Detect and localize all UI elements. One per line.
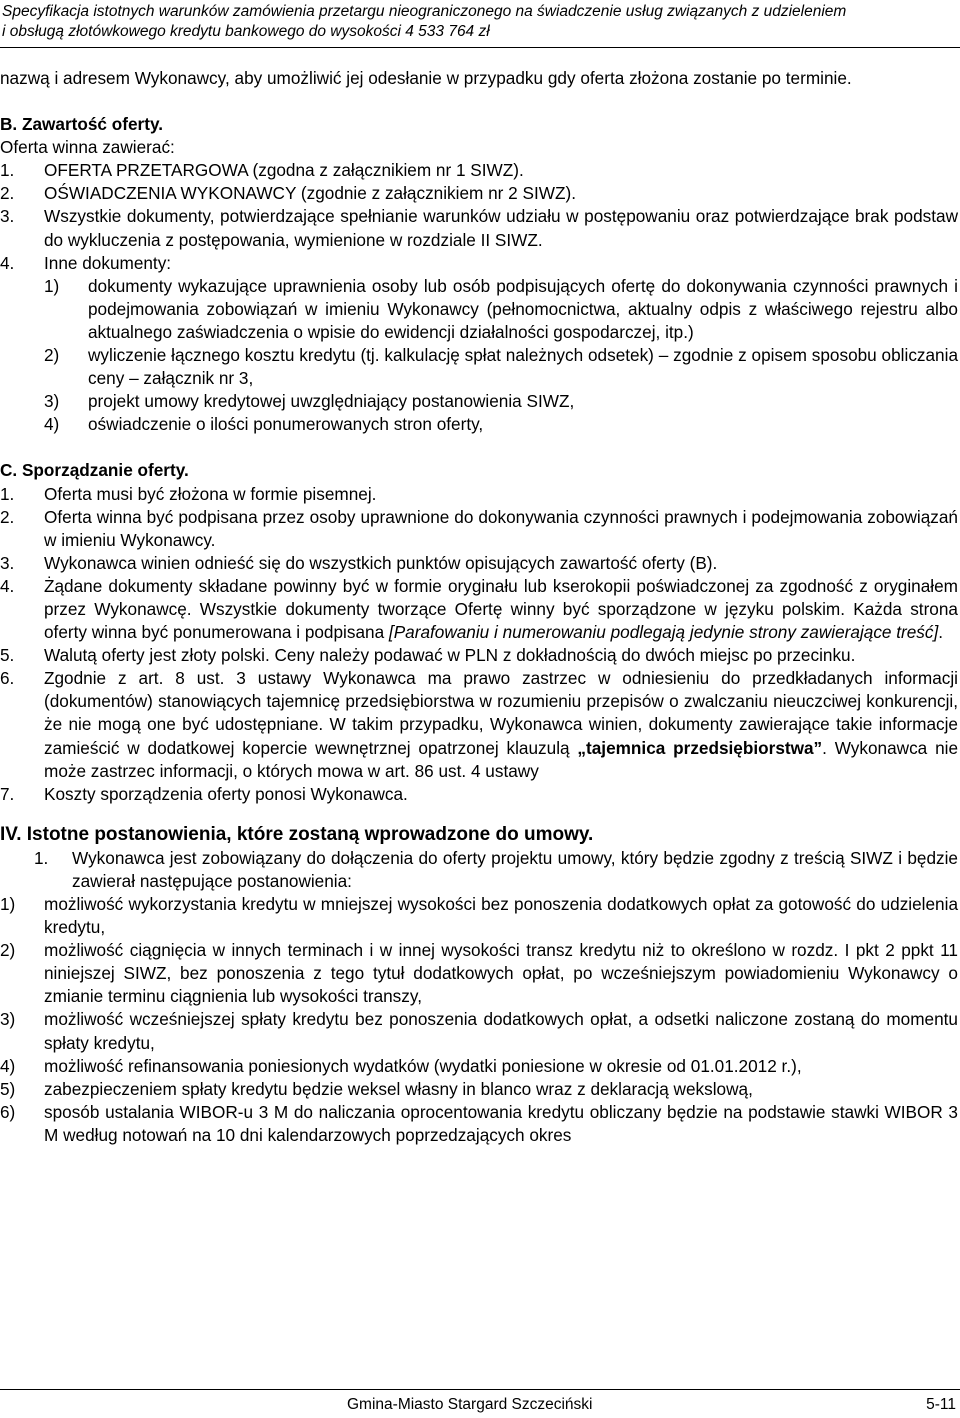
list-item: 7. Koszty sporządzenia oferty ponosi Wykonawca. [0, 783, 408, 804]
sub-list-item: 3) projekt umowy kredytowej uwzględniający postanowienia SIWZ, [44, 391, 575, 412]
document-body [0, 67, 958, 1147]
list-item: 6. Zgodnie z art. 8 ust. 3 ustawy Wykonawca ma prawo zastrzec w odniesieniu do przedkładanych informacji (dokumentów) stanowiących tajemnicę przedsiębiorstwa w rozumieniu przepisów o zwalczaniu nieuczciwej konkurencji, że nie mogą one być udostępniane. W takim przypadku, Wykonawca winien, dokumenty zawierające takie informacje zamieścić w dodatkowej kopercie wewnętrznej opatrzonej klauzulą „tajemnica przedsiębiorstwa”. Wykonawca nie może zastrzec informacji, o których mowa w art. 86 ust. 4 ustawy [0, 668, 959, 781]
sub-list-item: 5) zabezpieczeniem spłaty kredytu będzie weksel własny in blanco wraz z deklaracją wekslową, [0, 1078, 753, 1099]
header-rule [0, 47, 960, 48]
list-item: 1. Wykonawca jest zobowiązany do dołączenia do oferty projektu umowy, który będzie zgodny z treścią SIWZ i będzie zawierał następujące postanowienia: [34, 847, 958, 891]
intro-paragraph: nazwą i adresem Wykonawcy, aby umożliwić jej odesłanie w przypadku gdy oferta złożona zostanie po terminie. [0, 68, 852, 88]
section-b-title: B. Zawartość oferty. [0, 114, 164, 135]
running-header [2, 2, 958, 42]
page-number: 5-11 [926, 1396, 956, 1413]
list-item: 1. OFERTA PRZETARGOWA (zgodna z załącznikiem nr 1 SIWZ). [0, 160, 524, 181]
sub-list-item: 1) dokumenty wykazujące uprawnienia osoby lub osób podpisujących ofertę do dokonywania czynności prawnych i podejmowania zobowiązań w imieniu Wykonawcy (pełnomocnictwa, aktualny odpis z właściwego rejestru albo aktualnego zaświadczenia o wpisie do ewidencji działalności gospodarczej, itp.) [44, 275, 958, 342]
sub-list-item: 6) sposób ustalania WIBOR-u 3 M do naliczania oprocentowania kredytu obliczany będzie na podstawie stawki WIBOR 3 M według notowań na 10 dni kalendarzowych poprzedzających okres [0, 1101, 958, 1145]
list-item: 2. OŚWIADCZENIA WYKONAWCY (zgodnie z załącznikiem nr 2 SIWZ). [0, 183, 576, 204]
list-item: 4. Żądane dokumenty składane powinny być w formie oryginału lub kserokopii poświadczonej za zgodność z oryginałem przez Wykonawcę. Wszystkie dokumenty tworzące Ofertę winny być sporządzone w języku polskim. Każda strona oferty winna być ponumerowana i podpisana [Parafowaniu i numerowaniu podlegają jedynie strony zawierające treść]. [0, 575, 958, 643]
list-item: 5. Walutą oferty jest złoty polski. Ceny należy podawać w PLN z dokładnością do dwóch miejsc po przecinku. [0, 645, 856, 666]
list-item: 3. Wykonawca winien odnieść się do wszystkich punktów opisujących zawartość oferty (B). [0, 552, 718, 573]
list-item: 3. Wszystkie dokumenty, potwierdzające spełnianie warunków udziału w postępowaniu oraz potwierdzające brak podstaw do wykluczenia z postępowania, wymienione w rozdziale II SIWZ. [0, 206, 958, 250]
section-c-title: C. Sporządzanie oferty. [0, 460, 189, 481]
sub-list-item: 3) możliwość wcześniejszej spłaty kredytu bez ponoszenia dodatkowych opłat, a odsetki naliczone zostaną do momentu spłaty kredytu, [0, 1009, 958, 1053]
section-iv-title: IV. Istotne postanowienia, które zostaną wprowadzone do umowy. [0, 823, 594, 845]
sub-list-item: 4) oświadczenie o ilości ponumerowanych stron oferty, [44, 414, 484, 435]
header-line-1: Specyfikacja istotnych warunków zamówienia przetargu nieograniczonego na świadczenie usług związanych z udzieleniem [2, 3, 847, 20]
sub-list-item: 4) możliwość refinansowania poniesionych wydatków (wydatki poniesione w okresie od 01.01.2012 r.), [0, 1055, 802, 1076]
list-item: 1. Oferta musi być złożona w formie pisemnej. [0, 483, 377, 504]
sub-list-item: 1) możliwość wykorzystania kredytu w mniejszej wysokości bez ponoszenia dodatkowych opłat za gotowość do udzielenia kredytu, [0, 894, 958, 938]
sub-list-item: 2) możliwość ciągnięcia w innych terminach i w innej wysokości transz kredytu niż to określono w rozdz. I pkt 2 ppkt 11 niniejszej SIWZ, bez ponoszenia z tego tytuł dodatkowych opłat, po wcześniejszym powiadomieniu Wykonawcy o zmianie terminu ciągnienia lub wysokości transzy, [0, 940, 958, 1007]
footer-rule [0, 1389, 960, 1390]
footer-city: Gmina-Miasto Stargard Szczeciński [347, 1396, 593, 1413]
italic-note: [Parafowaniu i numerowaniu podlegają jedynie strony zawierające treść] [388, 622, 939, 643]
list-item: 2. Oferta winna być podpisana przez osoby uprawnione do dokonywania czynności prawnych i podejmowania zobowiązań w imieniu Wykonawcy. [0, 506, 958, 550]
list-item: 4. Inne dokumenty: [0, 252, 172, 273]
sub-list-item: 2) wyliczenie łącznego kosztu kredytu (tj. kalkulację spłat należnych odsetek) – zgodnie z opisem sposobu obliczania ceny – załącznik nr 3, [44, 345, 958, 389]
section-b-lead: Oferta winna zawierać: [0, 137, 175, 158]
bold-clause: „tajemnica przedsiębiorstwa” [577, 737, 823, 758]
header-line-2: i obsługą złotówkowego kredytu bankowego do wysokości 4 533 764 zł [2, 23, 490, 40]
